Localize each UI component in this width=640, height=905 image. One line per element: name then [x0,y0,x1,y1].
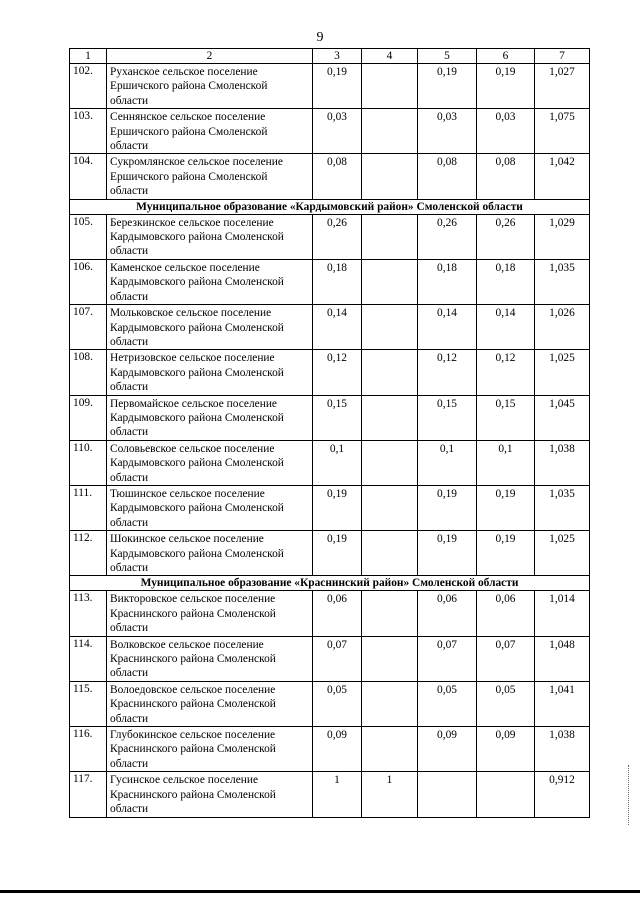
value-cell-c3: 0,18 [313,259,362,304]
value-cell-c4 [362,64,418,109]
row-number: 111. [70,485,107,530]
settlement-name-line: Соловьевское сельское поселение [110,442,275,455]
table-row [70,440,590,485]
value-cell-c7: 1,014 [535,591,590,636]
value-cell-c5: 0,12 [418,350,477,395]
value-cell-c3: 0,12 [313,350,362,395]
settlement-name-line: Шокинское сельское поселение [110,533,264,546]
settlement-name [107,214,313,259]
value-cell-c4 [362,350,418,395]
settlement-name-line: области [110,757,149,770]
settlement-name-line: Сеннянское сельское поселение [110,111,266,124]
allocation-table [69,48,590,818]
value-cell-c7: 1,041 [535,681,590,726]
settlement-name [107,591,313,636]
row-number: 104. [70,154,107,199]
row-number: 107. [70,305,107,350]
row-number: 102. [70,64,107,109]
settlement-name [107,395,313,440]
value-cell-c3: 0,14 [313,305,362,350]
value-cell-c5: 0,06 [418,591,477,636]
settlement-name-line: области [110,712,149,725]
value-cell-c4 [362,485,418,530]
value-cell-c5: 0,18 [418,259,477,304]
value-cell-c7: 1,038 [535,727,590,772]
value-cell-c5: 0,07 [418,636,477,681]
settlement-name [107,109,313,154]
settlement-name-line: Краснинского района Смоленской [110,698,276,711]
settlement-name-line: области [110,803,149,816]
settlement-name-line: области [110,562,149,574]
value-cell-c7: 1,038 [535,440,590,485]
column-header: 2 [107,49,313,64]
settlement-name-line: Волковское сельское поселение [110,638,264,651]
value-cell-c3: 0,07 [313,636,362,681]
settlement-name [107,440,313,485]
settlement-name-line: Глубокинское сельское поселение [110,729,276,742]
settlement-name-line: области [110,516,149,529]
row-number: 112. [70,531,107,576]
settlement-name-line: Кардымовского района Смоленской [110,411,284,424]
value-cell-c7: 1,035 [535,259,590,304]
settlement-name-line: области [110,426,149,439]
settlement-name-line: Каменское сельское поселение [110,261,260,274]
row-number: 109. [70,395,107,440]
value-cell-c6: 0,05 [477,681,535,726]
table-row [70,259,590,304]
settlement-name-line: области [110,140,149,153]
row-number: 106. [70,259,107,304]
settlement-name-line: области [110,185,149,198]
section-title: Муниципальное образование «Краснинский район» Смоленской области [70,576,590,591]
settlement-name-line: Тюшинское сельское поселение [110,487,265,500]
settlement-name-line: Краснинского района Смоленской [110,788,276,801]
settlement-name-line: области [110,667,149,680]
value-cell-c6: 0,07 [477,636,535,681]
settlement-name-line: области [110,335,149,348]
value-cell-c3: 0,06 [313,591,362,636]
section-title: Муниципальное образование «Кардымовский район» Смоленской области [70,199,590,214]
value-cell-c5: 0,08 [418,154,477,199]
table-row [70,305,590,350]
row-number: 103. [70,109,107,154]
settlement-name-line: Ершичского района Смоленской [110,170,268,183]
value-cell-c6: 0,19 [477,64,535,109]
value-cell-c5: 0,19 [418,485,477,530]
settlement-name-line: Волоедовское сельское поселение [110,683,276,696]
value-cell-c7: 0,912 [535,772,590,817]
table-row [70,591,590,636]
row-number: 114. [70,636,107,681]
value-cell-c7: 1,035 [535,485,590,530]
settlement-name [107,681,313,726]
row-number: 116. [70,727,107,772]
value-cell-c7: 1,025 [535,531,590,576]
table-row [70,636,590,681]
settlement-name-line: Кардымовского района Смоленской [110,231,284,244]
settlement-name-line: области [110,381,149,394]
value-cell-c5: 0,03 [418,109,477,154]
settlement-name-line: области [110,471,149,484]
value-cell-c6: 0,06 [477,591,535,636]
settlement-name-line: области [110,94,149,107]
row-number: 105. [70,214,107,259]
value-cell-c3: 1 [313,772,362,817]
column-header: 7 [535,49,590,64]
table-row [70,485,590,530]
table-row [70,109,590,154]
row-number: 113. [70,591,107,636]
value-cell-c4 [362,531,418,576]
settlement-name-line: Кардымовского района Смоленской [110,366,284,379]
settlement-name [107,727,313,772]
value-cell-c7: 1,025 [535,350,590,395]
settlement-name-line: Краснинского района Смоленской [110,653,276,666]
row-number: 117. [70,772,107,817]
value-cell-c7: 1,042 [535,154,590,199]
value-cell-c4 [362,214,418,259]
value-cell-c4 [362,727,418,772]
settlement-name [107,531,313,576]
value-cell-c4 [362,259,418,304]
value-cell-c3: 0,15 [313,395,362,440]
settlement-name [107,772,313,817]
settlement-name-line: Кардымовского района Смоленской [110,457,284,470]
table-row [70,64,590,109]
value-cell-c4: 1 [362,772,418,817]
value-cell-c5: 0,09 [418,727,477,772]
column-header: 4 [362,49,418,64]
settlement-name [107,64,313,109]
value-cell-c6: 0,09 [477,727,535,772]
table-row [70,154,590,199]
table-row [70,531,590,576]
page-number: 9 [316,30,324,45]
settlement-name-line: Мольковское сельское поселение [110,307,272,320]
value-cell-c6: 0,19 [477,485,535,530]
settlement-name-line: области [110,245,149,258]
value-cell-c6: 0,03 [477,109,535,154]
settlement-name [107,636,313,681]
value-cell-c5: 0,15 [418,395,477,440]
value-cell-c6: 0,19 [477,531,535,576]
section-header-row [70,199,590,214]
settlement-name [107,350,313,395]
row-number: 108. [70,350,107,395]
value-cell-c6: 0,18 [477,259,535,304]
value-cell-c6: 0,14 [477,305,535,350]
row-number: 110. [70,440,107,485]
value-cell-c7: 1,027 [535,64,590,109]
column-header: 5 [418,49,477,64]
table-row [70,395,590,440]
settlement-name-line: Руханское сельское поселение [110,66,258,78]
settlement-name [107,305,313,350]
settlement-name-line: Нетризовское сельское поселение [110,352,275,365]
value-cell-c5: 0,19 [418,531,477,576]
settlement-name-line: Краснинского района Смоленской [110,743,276,756]
value-cell-c4 [362,109,418,154]
scan-margin-marks [628,765,631,825]
value-cell-c5: 0,05 [418,681,477,726]
value-cell-c3: 0,08 [313,154,362,199]
value-cell-c4 [362,305,418,350]
value-cell-c6: 0,15 [477,395,535,440]
value-cell-c7: 1,029 [535,214,590,259]
bottom-rule [0,890,640,893]
settlement-name-line: Березкинское сельское поселение [110,216,274,229]
value-cell-c7: 1,026 [535,305,590,350]
value-cell-c3: 0,26 [313,214,362,259]
settlement-name-line: Гусинское сельское поселение [110,774,259,787]
settlement-name-line: Ершичского района Смоленской [110,80,268,93]
column-header: 1 [70,49,107,64]
settlement-name-line: Кардымовского района Смоленской [110,321,284,334]
settlement-name-line: области [110,622,149,635]
value-cell-c6: 0,12 [477,350,535,395]
settlement-name-line: Первомайское сельское поселение [110,397,277,410]
settlement-name [107,485,313,530]
table-row [70,681,590,726]
settlement-name-line: Кардымовского района Смоленской [110,547,284,560]
value-cell-c5: 0,1 [418,440,477,485]
row-number: 115. [70,681,107,726]
table-row [70,350,590,395]
value-cell-c3: 0,03 [313,109,362,154]
value-cell-c7: 1,048 [535,636,590,681]
value-cell-c3: 0,19 [313,531,362,576]
value-cell-c6: 0,26 [477,214,535,259]
settlement-name-line: области [110,290,149,303]
value-cell-c5: 0,26 [418,214,477,259]
value-cell-c4 [362,636,418,681]
value-cell-c3: 0,05 [313,681,362,726]
value-cell-c3: 0,09 [313,727,362,772]
value-cell-c4 [362,154,418,199]
settlement-name-line: Кардымовского района Смоленской [110,502,284,515]
value-cell-c4 [362,395,418,440]
table-row [70,772,590,817]
value-cell-c6 [477,772,535,817]
settlement-name-line: Ершичского района Смоленской [110,125,268,138]
table-row [70,727,590,772]
column-header: 3 [313,49,362,64]
section-header-row [70,576,590,591]
value-cell-c6: 0,08 [477,154,535,199]
settlement-name-line: Викторовское сельское поселение [110,593,276,606]
value-cell-c4 [362,681,418,726]
value-cell-c4 [362,440,418,485]
value-cell-c5 [418,772,477,817]
value-cell-c5: 0,14 [418,305,477,350]
value-cell-c6: 0,1 [477,440,535,485]
column-header: 6 [477,49,535,64]
value-cell-c5: 0,19 [418,64,477,109]
settlement-name [107,154,313,199]
table-body [70,49,590,818]
table-row [70,214,590,259]
value-cell-c4 [362,591,418,636]
value-cell-c3: 0,19 [313,485,362,530]
value-cell-c7: 1,045 [535,395,590,440]
value-cell-c3: 0,19 [313,64,362,109]
settlement-name-line: Сукромлянское сельское поселение [110,156,283,169]
settlement-name-line: Кардымовского района Смоленской [110,276,284,289]
table-header-row [70,49,590,64]
value-cell-c3: 0,1 [313,440,362,485]
settlement-name-line: Краснинского района Смоленской [110,607,276,620]
value-cell-c7: 1,075 [535,109,590,154]
settlement-name [107,259,313,304]
